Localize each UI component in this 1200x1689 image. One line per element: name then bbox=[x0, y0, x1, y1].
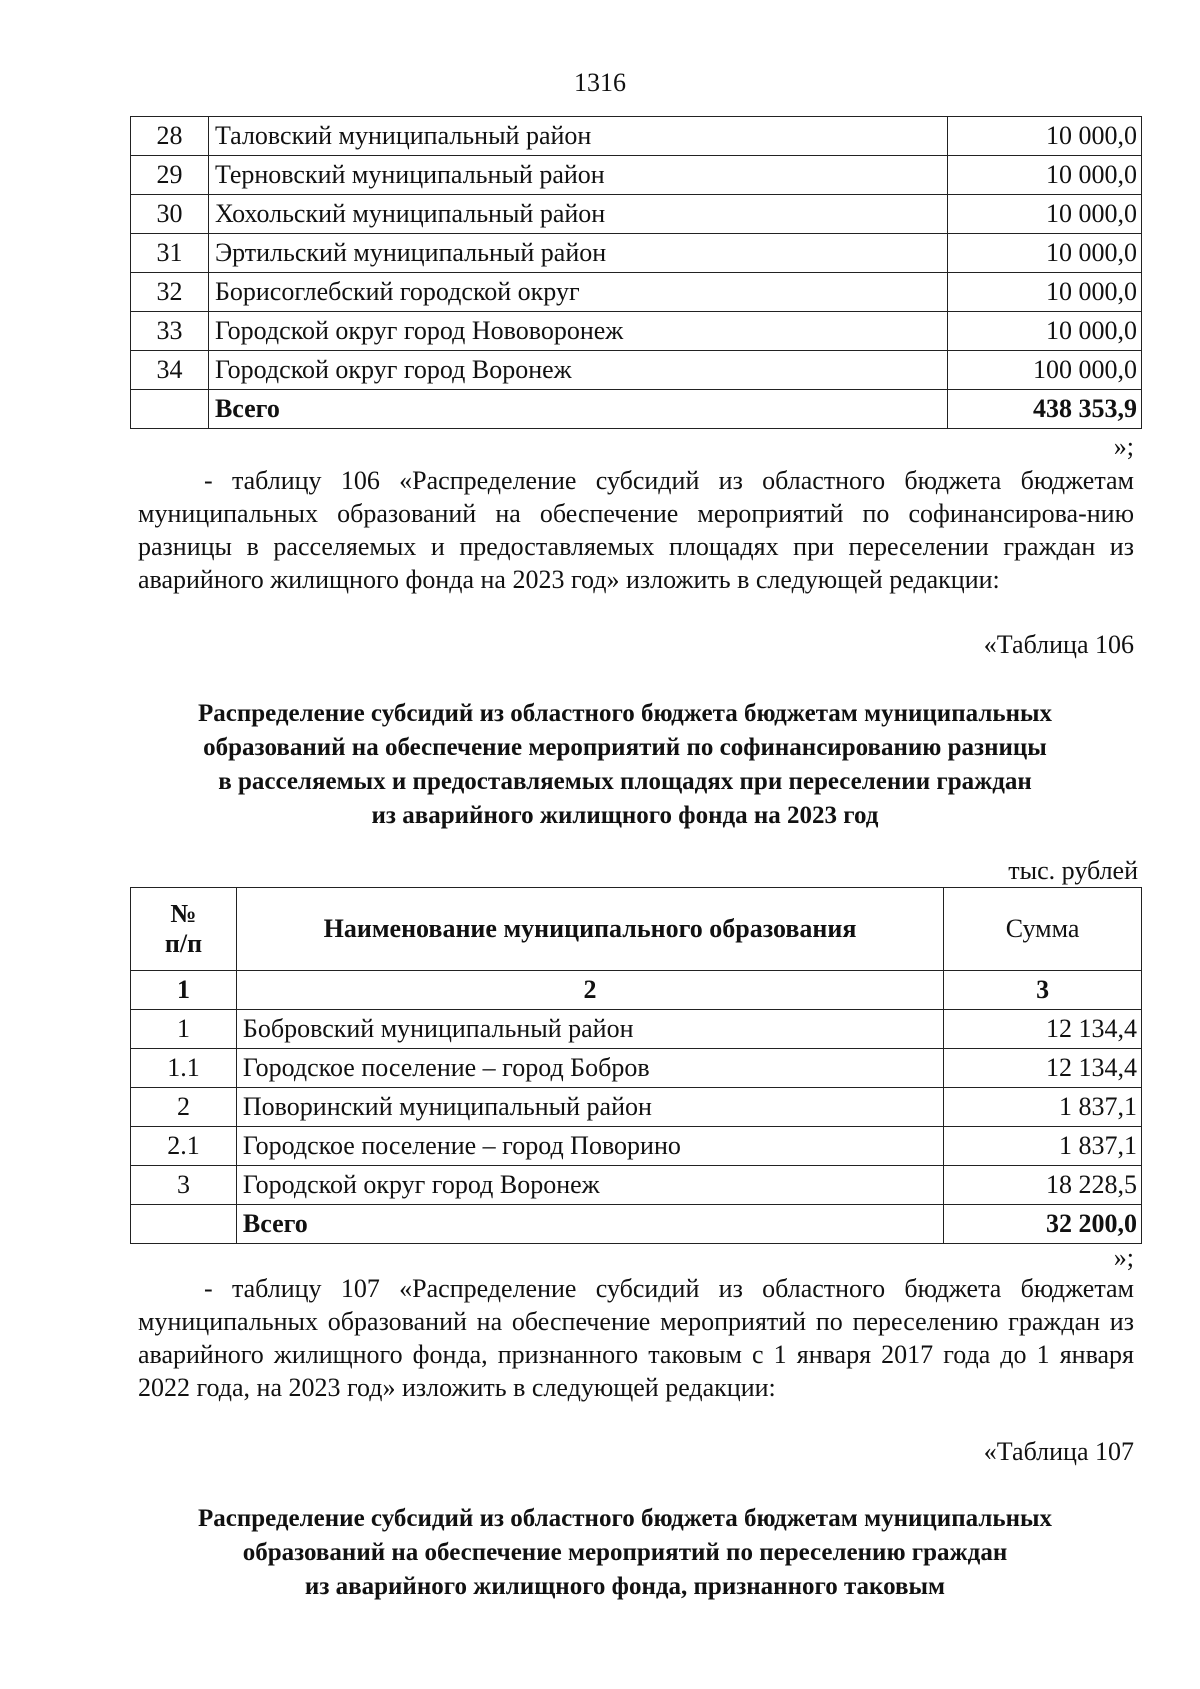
row-name: Хохольский муниципальный район bbox=[208, 195, 947, 234]
title-line: Распределение субсидий из областного бюджета бюджетам муниципальных bbox=[197, 700, 1053, 727]
row-number: 29 bbox=[131, 156, 209, 195]
table-row bbox=[131, 312, 1142, 351]
table-106-label: «Таблица 106 bbox=[983, 630, 1134, 659]
title-line: в расселяемых и предоставляемых площадях при переселении граждан bbox=[218, 768, 1032, 795]
row-sum: 10 000,0 bbox=[948, 117, 1142, 156]
header-name: Наименование муниципального образования bbox=[236, 888, 943, 971]
column-number: 2 bbox=[236, 971, 943, 1010]
column-number: 3 bbox=[944, 971, 1142, 1010]
row-name: Эртильский муниципальный район bbox=[208, 234, 947, 273]
header-row bbox=[131, 888, 1142, 971]
row-sum: 12 134,4 bbox=[944, 1010, 1142, 1049]
row-number: 1 bbox=[131, 1010, 237, 1049]
row-number: 2 bbox=[131, 1088, 237, 1127]
row-sum: 10 000,0 bbox=[948, 156, 1142, 195]
total-sum: 32 200,0 bbox=[944, 1205, 1142, 1244]
table-106-title bbox=[120, 697, 1130, 833]
table-row bbox=[131, 234, 1142, 273]
table-row bbox=[131, 195, 1142, 234]
row-number: 30 bbox=[131, 195, 209, 234]
row-name: Городское поселение – город Бобров bbox=[236, 1049, 943, 1088]
table-row bbox=[131, 1088, 1142, 1127]
closing-quote: »; bbox=[1113, 432, 1134, 461]
row-name: Городское поселение – город Поворино bbox=[236, 1127, 943, 1166]
row-sum: 1 837,1 bbox=[944, 1127, 1142, 1166]
total-row bbox=[131, 390, 1142, 429]
title-line: Распределение субсидий из областного бюджета бюджетам муниципальных bbox=[197, 1505, 1053, 1532]
table-row bbox=[131, 351, 1142, 390]
page-number: 1316 bbox=[574, 68, 626, 97]
row-number: 32 bbox=[131, 273, 209, 312]
paragraph-table-106: - таблицу 106 «Распределение субсидий из областного бюджета бюджетам муниципальных образований на обеспечение мероприятий по софинансирова-нию разницы в расселяемых и предоставляемых площадях при переселении граждан из аварийного жилищного фонда на 2023 год» изложить в следующей редакции: bbox=[138, 466, 1134, 594]
total-empty-cell bbox=[131, 390, 209, 429]
total-row bbox=[131, 1205, 1142, 1244]
table-row bbox=[131, 117, 1142, 156]
row-sum: 18 228,5 bbox=[944, 1166, 1142, 1205]
table-row bbox=[131, 273, 1142, 312]
closing-quote: »; bbox=[1113, 1243, 1134, 1272]
table-107-title bbox=[120, 1502, 1130, 1604]
total-label: Всего bbox=[236, 1205, 943, 1244]
header-sum: Сумма bbox=[944, 888, 1142, 971]
row-name: Терновский муниципальный район bbox=[208, 156, 947, 195]
row-number: 1.1 bbox=[131, 1049, 237, 1088]
title-line: из аварийного жилищного фонда на 2023 год bbox=[371, 802, 879, 829]
row-sum: 100 000,0 bbox=[948, 351, 1142, 390]
row-number: 2.1 bbox=[131, 1127, 237, 1166]
row-name: Городской округ город Воронеж bbox=[208, 351, 947, 390]
row-number: 3 bbox=[131, 1166, 237, 1205]
previous-table bbox=[130, 116, 1142, 429]
column-number: 1 bbox=[131, 971, 237, 1010]
title-line: образований на обеспечение мероприятий по переселению граждан bbox=[242, 1539, 1008, 1566]
row-sum: 10 000,0 bbox=[948, 195, 1142, 234]
units-label: тыс. рублей bbox=[1008, 856, 1138, 885]
header-num bbox=[131, 888, 237, 971]
row-name: Бобровский муниципальный район bbox=[236, 1010, 943, 1049]
paragraph-table-107: - таблицу 107 «Распределение субсидий из областного бюджета бюджетам муниципальных образований на обеспечение мероприятий по переселению граждан из аварийного жилищного фонда, признанного таковым с 1 января 2017 года до 1 января 2022 года, на 2023 год» изложить в следующей редакции: bbox=[138, 1274, 1134, 1402]
header-num-line2: п/п bbox=[164, 929, 203, 958]
row-sum: 10 000,0 bbox=[948, 273, 1142, 312]
row-name: Городской округ город Воронеж bbox=[236, 1166, 943, 1205]
header-num-line1: № bbox=[170, 899, 197, 928]
table-row bbox=[131, 1049, 1142, 1088]
row-name: Борисоглебский городской округ bbox=[208, 273, 947, 312]
row-name: Таловский муниципальный район bbox=[208, 117, 947, 156]
table-107-label: «Таблица 107 bbox=[983, 1437, 1134, 1466]
row-sum: 12 134,4 bbox=[944, 1049, 1142, 1088]
total-sum: 438 353,9 bbox=[948, 390, 1142, 429]
total-label: Всего bbox=[208, 390, 947, 429]
row-number: 33 bbox=[131, 312, 209, 351]
table-row bbox=[131, 1166, 1142, 1205]
row-number: 31 bbox=[131, 234, 209, 273]
row-number: 34 bbox=[131, 351, 209, 390]
column-numbers-row bbox=[131, 971, 1142, 1010]
row-name: Городской округ город Нововоронеж bbox=[208, 312, 947, 351]
row-sum: 10 000,0 bbox=[948, 234, 1142, 273]
table-106 bbox=[130, 887, 1142, 1244]
title-line: из аварийного жилищного фонда, признанного таковым bbox=[304, 1573, 946, 1600]
row-sum: 1 837,1 bbox=[944, 1088, 1142, 1127]
total-empty-cell bbox=[131, 1205, 237, 1244]
table-row bbox=[131, 1127, 1142, 1166]
table-row bbox=[131, 156, 1142, 195]
row-number: 28 bbox=[131, 117, 209, 156]
table-row bbox=[131, 1010, 1142, 1049]
row-sum: 10 000,0 bbox=[948, 312, 1142, 351]
title-line: образований на обеспечение мероприятий по софинансированию разницы bbox=[203, 734, 1047, 761]
row-name: Поворинский муниципальный район bbox=[236, 1088, 943, 1127]
